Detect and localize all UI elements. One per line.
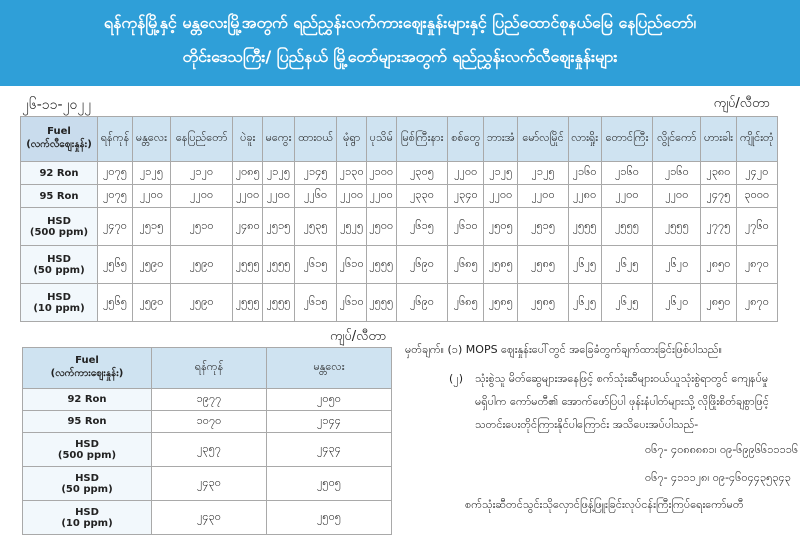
price-cell: ၂၆၁၀ bbox=[448, 208, 484, 246]
table-header-row bbox=[21, 117, 778, 162]
price-cell: ၂၅၆၅ bbox=[98, 246, 133, 284]
price-cell: ၂၂၀၀ bbox=[448, 162, 484, 185]
city-column-header: ကျိုင်းတုံ bbox=[736, 117, 777, 162]
price-cell: ၂၂၀၀ bbox=[132, 185, 170, 208]
price-cell: ၂၂၆၀ bbox=[294, 185, 336, 208]
note-number: (၂) bbox=[449, 372, 463, 385]
wholesale-price-table bbox=[22, 347, 392, 535]
table-row bbox=[21, 162, 778, 185]
table-row bbox=[23, 411, 392, 433]
price-cell: ၂၂၀၀ bbox=[518, 185, 568, 208]
price-cell: ၂၈၇၀ bbox=[736, 246, 777, 284]
unit-label: ကျပ်/လီတာ bbox=[713, 96, 770, 111]
fuel-type-cell: 95 Ron bbox=[21, 185, 98, 208]
price-cell: ၂၁၃၀ bbox=[337, 162, 367, 185]
wholesale-unit-label: ကျပ်/လီတာ bbox=[330, 329, 387, 344]
price-cell: ၂၄၈၀ bbox=[233, 208, 263, 246]
price-cell: ၂၁၂၀ bbox=[170, 162, 232, 185]
price-cell: ၂၂၀၀ bbox=[263, 185, 295, 208]
price-cell: ၂၅၆၅ bbox=[98, 284, 133, 322]
price-cell: ၂၆၁၅ bbox=[294, 284, 336, 322]
note-text: သုံးစွဲသူ မိတ်ဆွေများအနေဖြင့် စက်သုံးဆီများဝယ်ယူသုံးစွဲရာတွင် ကျေနပ်မှု bbox=[475, 372, 769, 385]
price-cell: ၂၆၈၅ bbox=[448, 284, 484, 322]
fuel-type-cell: 95 Ron bbox=[23, 411, 152, 433]
price-cell: ၂၆၁၅ bbox=[294, 246, 336, 284]
price-cell: ၂၆၁၅ bbox=[396, 208, 448, 246]
price-cell: ၂၅၅၅ bbox=[568, 208, 601, 246]
price-cell: ၂၂၀၀ bbox=[601, 185, 653, 208]
price-cell: ၂၄၃၄ bbox=[266, 433, 391, 467]
price-cell: ၂၅၀၅ bbox=[266, 501, 391, 535]
notes-label: မှတ်ချက်။ bbox=[405, 343, 445, 356]
price-cell: ၁၉၇၇ bbox=[152, 389, 267, 411]
city-column-header: မကွေး bbox=[263, 117, 295, 162]
fuel-type-cell: 92 Ron bbox=[23, 389, 152, 411]
price-cell: ၂၂၈၀ bbox=[568, 185, 601, 208]
city-column-header: ရန်ကုန် bbox=[152, 348, 267, 389]
price-cell: ၂၀၇၅ bbox=[98, 185, 133, 208]
price-cell: ၂၄၂၀ bbox=[736, 162, 777, 185]
fuel-column-header: Fuel (လက်ကားဈေးနှုန်း) bbox=[23, 348, 152, 389]
price-cell: ၂၂၀၀ bbox=[653, 185, 701, 208]
price-cell: ၂၅၉၀ bbox=[132, 284, 170, 322]
price-cell: ၂၅၅၅ bbox=[366, 246, 396, 284]
price-cell: ၂၅၃၅ bbox=[294, 208, 336, 246]
price-cell: ၂၀၈၅ bbox=[233, 162, 263, 185]
price-cell: ၂၂၀၀ bbox=[337, 185, 367, 208]
city-column-header: ဘားအံ bbox=[484, 117, 518, 162]
table-row bbox=[21, 185, 778, 208]
table-row bbox=[21, 284, 778, 322]
city-column-header: မုံရွာ bbox=[337, 117, 367, 162]
price-cell: ၂၅၀၀ bbox=[366, 208, 396, 246]
fuel-column-header: Fuel (လက်လီဈေးနှုန်း) bbox=[21, 117, 98, 162]
city-column-header: ပဲခူး bbox=[233, 117, 263, 162]
price-cell: ၂၁၆၀ bbox=[653, 162, 701, 185]
phone-number: ၀၆၇- ၄၁၁၁၂၈၊ ၀၉-၄၆၀၄၄၃၅၃၄၃ bbox=[645, 471, 791, 484]
fuel-type-cell: HSD (500 ppm) bbox=[21, 208, 98, 246]
price-cell: ၂၅၅၅ bbox=[366, 284, 396, 322]
price-cell: ၁၀၇၀ bbox=[152, 411, 267, 433]
price-cell: ၂၅၀၅ bbox=[484, 208, 518, 246]
date-label: ၂၆-၁၁-၂၀၂၂ bbox=[22, 97, 92, 113]
price-cell: ၂၅၈၅ bbox=[484, 284, 518, 322]
price-cell: ၂၆၂၅ bbox=[568, 284, 601, 322]
price-cell: ၂၈၅၀ bbox=[701, 284, 737, 322]
price-cell: ၂၆၂၅ bbox=[568, 246, 601, 284]
price-cell: ၂၁၂၅ bbox=[518, 162, 568, 185]
price-cell: ၂၂၀၀ bbox=[484, 185, 518, 208]
price-cell: ၂၃၅၇ bbox=[152, 433, 267, 467]
price-cell: ၂၇၆၀ bbox=[736, 208, 777, 246]
price-cell: ၂၅၉၀ bbox=[132, 246, 170, 284]
price-cell: ၂၅၉၀ bbox=[170, 284, 232, 322]
fuel-type-cell: HSD (10 ppm) bbox=[23, 501, 152, 535]
price-cell: ၂၆၈၅ bbox=[448, 246, 484, 284]
price-cell: ၂၀၅၀ bbox=[266, 389, 391, 411]
price-cell: ၂၅၁၅ bbox=[132, 208, 170, 246]
price-cell: ၂၅၈၅ bbox=[484, 246, 518, 284]
price-cell: ၂၂၀၀ bbox=[233, 185, 263, 208]
price-cell: ၂၁၂၅ bbox=[132, 162, 170, 185]
price-cell: ၂၆၂၀ bbox=[653, 284, 701, 322]
retail-price-table bbox=[20, 116, 778, 322]
price-cell: ၂၁၀၀ bbox=[366, 162, 396, 185]
price-cell: ၂၅၅၅ bbox=[233, 246, 263, 284]
city-column-header: မြစ်ကြီးနား bbox=[396, 117, 448, 162]
note-text: မရှိပါက ကော်မတီ၏ အောက်ဖော်ပြပါ ဖုန်းနံပါတ်များသို့ လိုဖြိုးစိတ်ချစွာဖြင့် bbox=[475, 395, 769, 408]
table-row bbox=[23, 501, 392, 535]
price-cell: ၂၃၀၅ bbox=[396, 162, 448, 185]
fuel-type-cell: HSD (50 ppm) bbox=[21, 246, 98, 284]
price-cell: ၂၅၈၅ bbox=[518, 284, 568, 322]
price-cell: ၂၅၈၅ bbox=[518, 246, 568, 284]
price-cell: ၂၁၆၀ bbox=[568, 162, 601, 185]
price-cell: ၂၅၁၅ bbox=[518, 208, 568, 246]
note-text: MOPS ဈေးနှုန်းပေါ်တွင် အခြေခံတွက်ချက်ထားခြင်းဖြစ်ပါသည်။ bbox=[465, 343, 722, 356]
price-cell: ၂၆၁၀ bbox=[337, 284, 367, 322]
price-cell: ၂၁၂၅ bbox=[263, 162, 295, 185]
city-column-header: မော်လမြိုင် bbox=[518, 117, 568, 162]
price-cell: ၂၁၄၅ bbox=[294, 162, 336, 185]
price-cell: ၃၀၀၀ bbox=[736, 185, 777, 208]
price-cell: ၂၅၁၅ bbox=[263, 208, 295, 246]
table-row bbox=[21, 208, 778, 246]
fuel-type-cell: HSD (50 ppm) bbox=[23, 467, 152, 501]
price-cell: ၂၂၀၀ bbox=[366, 185, 396, 208]
title-banner bbox=[0, 0, 800, 86]
price-cell: ၂၅၅၅ bbox=[263, 284, 295, 322]
price-cell: ၂၈၅၀ bbox=[701, 246, 737, 284]
table-header-row bbox=[23, 348, 392, 389]
price-cell: ၂၃၈၀ bbox=[701, 162, 737, 185]
price-cell: ၂၁၆၀ bbox=[601, 162, 653, 185]
fuel-type-cell: HSD (500 ppm) bbox=[23, 433, 152, 467]
price-cell: ၂၄၇၅ bbox=[701, 185, 737, 208]
price-cell: ၂၅၉၀ bbox=[170, 246, 232, 284]
city-column-header: နေပြည်တော် bbox=[170, 117, 232, 162]
price-cell: ၂၄၇၀ bbox=[98, 208, 133, 246]
banner-title-line2: တိုင်းဒေသကြီး/ ပြည်နယ် မြို့တော်များအတွက် ရည်ညွှန်းလက်လီဈေးနှုန်းများ bbox=[182, 47, 618, 66]
table-row bbox=[23, 433, 392, 467]
price-cell: ၂၆၂၅ bbox=[601, 284, 653, 322]
fuel-type-cell: 92 Ron bbox=[21, 162, 98, 185]
price-cell: ၂၇၇၅ bbox=[701, 208, 737, 246]
table-row bbox=[23, 467, 392, 501]
price-cell: ၂၅၂၅ bbox=[337, 208, 367, 246]
city-column-header: ပုသိမ် bbox=[366, 117, 396, 162]
fuel-type-cell: HSD (10 ppm) bbox=[21, 284, 98, 322]
city-column-header: ဟားခါး bbox=[701, 117, 737, 162]
banner-title-line1: ရန်ကုန်မြို့နှင့် မန္တလေးမြို့အတွက် ရည်ညွှန်းလက်ကားဈေးနှုန်းများနှင့် ပြည်ထောင်စုနယ်မြေ နေပြည်တော်၊ bbox=[103, 13, 697, 32]
price-cell: ၂၆၂၅ bbox=[601, 246, 653, 284]
price-cell: ၂၄၃၀ bbox=[152, 467, 267, 501]
price-cell: ၂၆၉၀ bbox=[396, 246, 448, 284]
table-row bbox=[21, 246, 778, 284]
price-cell: ၂၅၅၅ bbox=[601, 208, 653, 246]
price-cell: ၂၅၅၅ bbox=[263, 246, 295, 284]
price-cell: ၂၅၅၅ bbox=[653, 208, 701, 246]
city-column-header: ထားဝယ် bbox=[294, 117, 336, 162]
price-cell: ၂၆၂၀ bbox=[653, 246, 701, 284]
phone-number: ၀၆၇- ၄၀၈၈၈၈၁၊ ၀၉-၆၉၉၆၆၁၁၁၁၆ bbox=[645, 443, 799, 456]
price-cell: ၂၄၃၀ bbox=[152, 501, 267, 535]
price-cell: ၂၅၀၅ bbox=[266, 467, 391, 501]
price-cell: ၂၂၀၀ bbox=[170, 185, 232, 208]
city-column-header: ရန်ကုန် bbox=[98, 117, 133, 162]
city-column-header: မန္တလေး bbox=[266, 348, 391, 389]
city-column-header: လွိုင်ကော် bbox=[653, 117, 701, 162]
price-cell: ၂၅၅၅ bbox=[233, 284, 263, 322]
price-cell: ၂၁၂၅ bbox=[484, 162, 518, 185]
committee-name: စက်သုံးဆီတင်သွင်းသိုလှောင်ဖြန့်ဖြူးခြင်းလုပ်ငန်းကြီးကြပ်ရေးကော်မတီ bbox=[465, 498, 744, 511]
price-cell: ၂၁၄၄ bbox=[266, 411, 391, 433]
price-cell: ၂၀၇၅ bbox=[98, 162, 133, 185]
city-column-header: စစ်တွေ bbox=[448, 117, 484, 162]
city-column-header: လားရှိုး bbox=[568, 117, 601, 162]
price-cell: ၂၆၉၀ bbox=[396, 284, 448, 322]
price-cell: ၂၃၃၀ bbox=[396, 185, 448, 208]
price-cell: ၂၅၁၀ bbox=[170, 208, 232, 246]
price-cell: ၂၆၁၀ bbox=[337, 246, 367, 284]
city-column-header: မန္တလေး bbox=[132, 117, 170, 162]
table-row bbox=[23, 389, 392, 411]
price-cell: ၂၈၇၀ bbox=[736, 284, 777, 322]
price-cell: ၂၃၄၀ bbox=[448, 185, 484, 208]
city-column-header: တောင်ကြီး bbox=[601, 117, 653, 162]
note-text: သတင်းပေးတိုင်ကြားနိုင်ပါကြောင်း အသိပေးအပ်ပါသည်- bbox=[475, 418, 699, 431]
note-number: (၁) bbox=[447, 343, 463, 356]
